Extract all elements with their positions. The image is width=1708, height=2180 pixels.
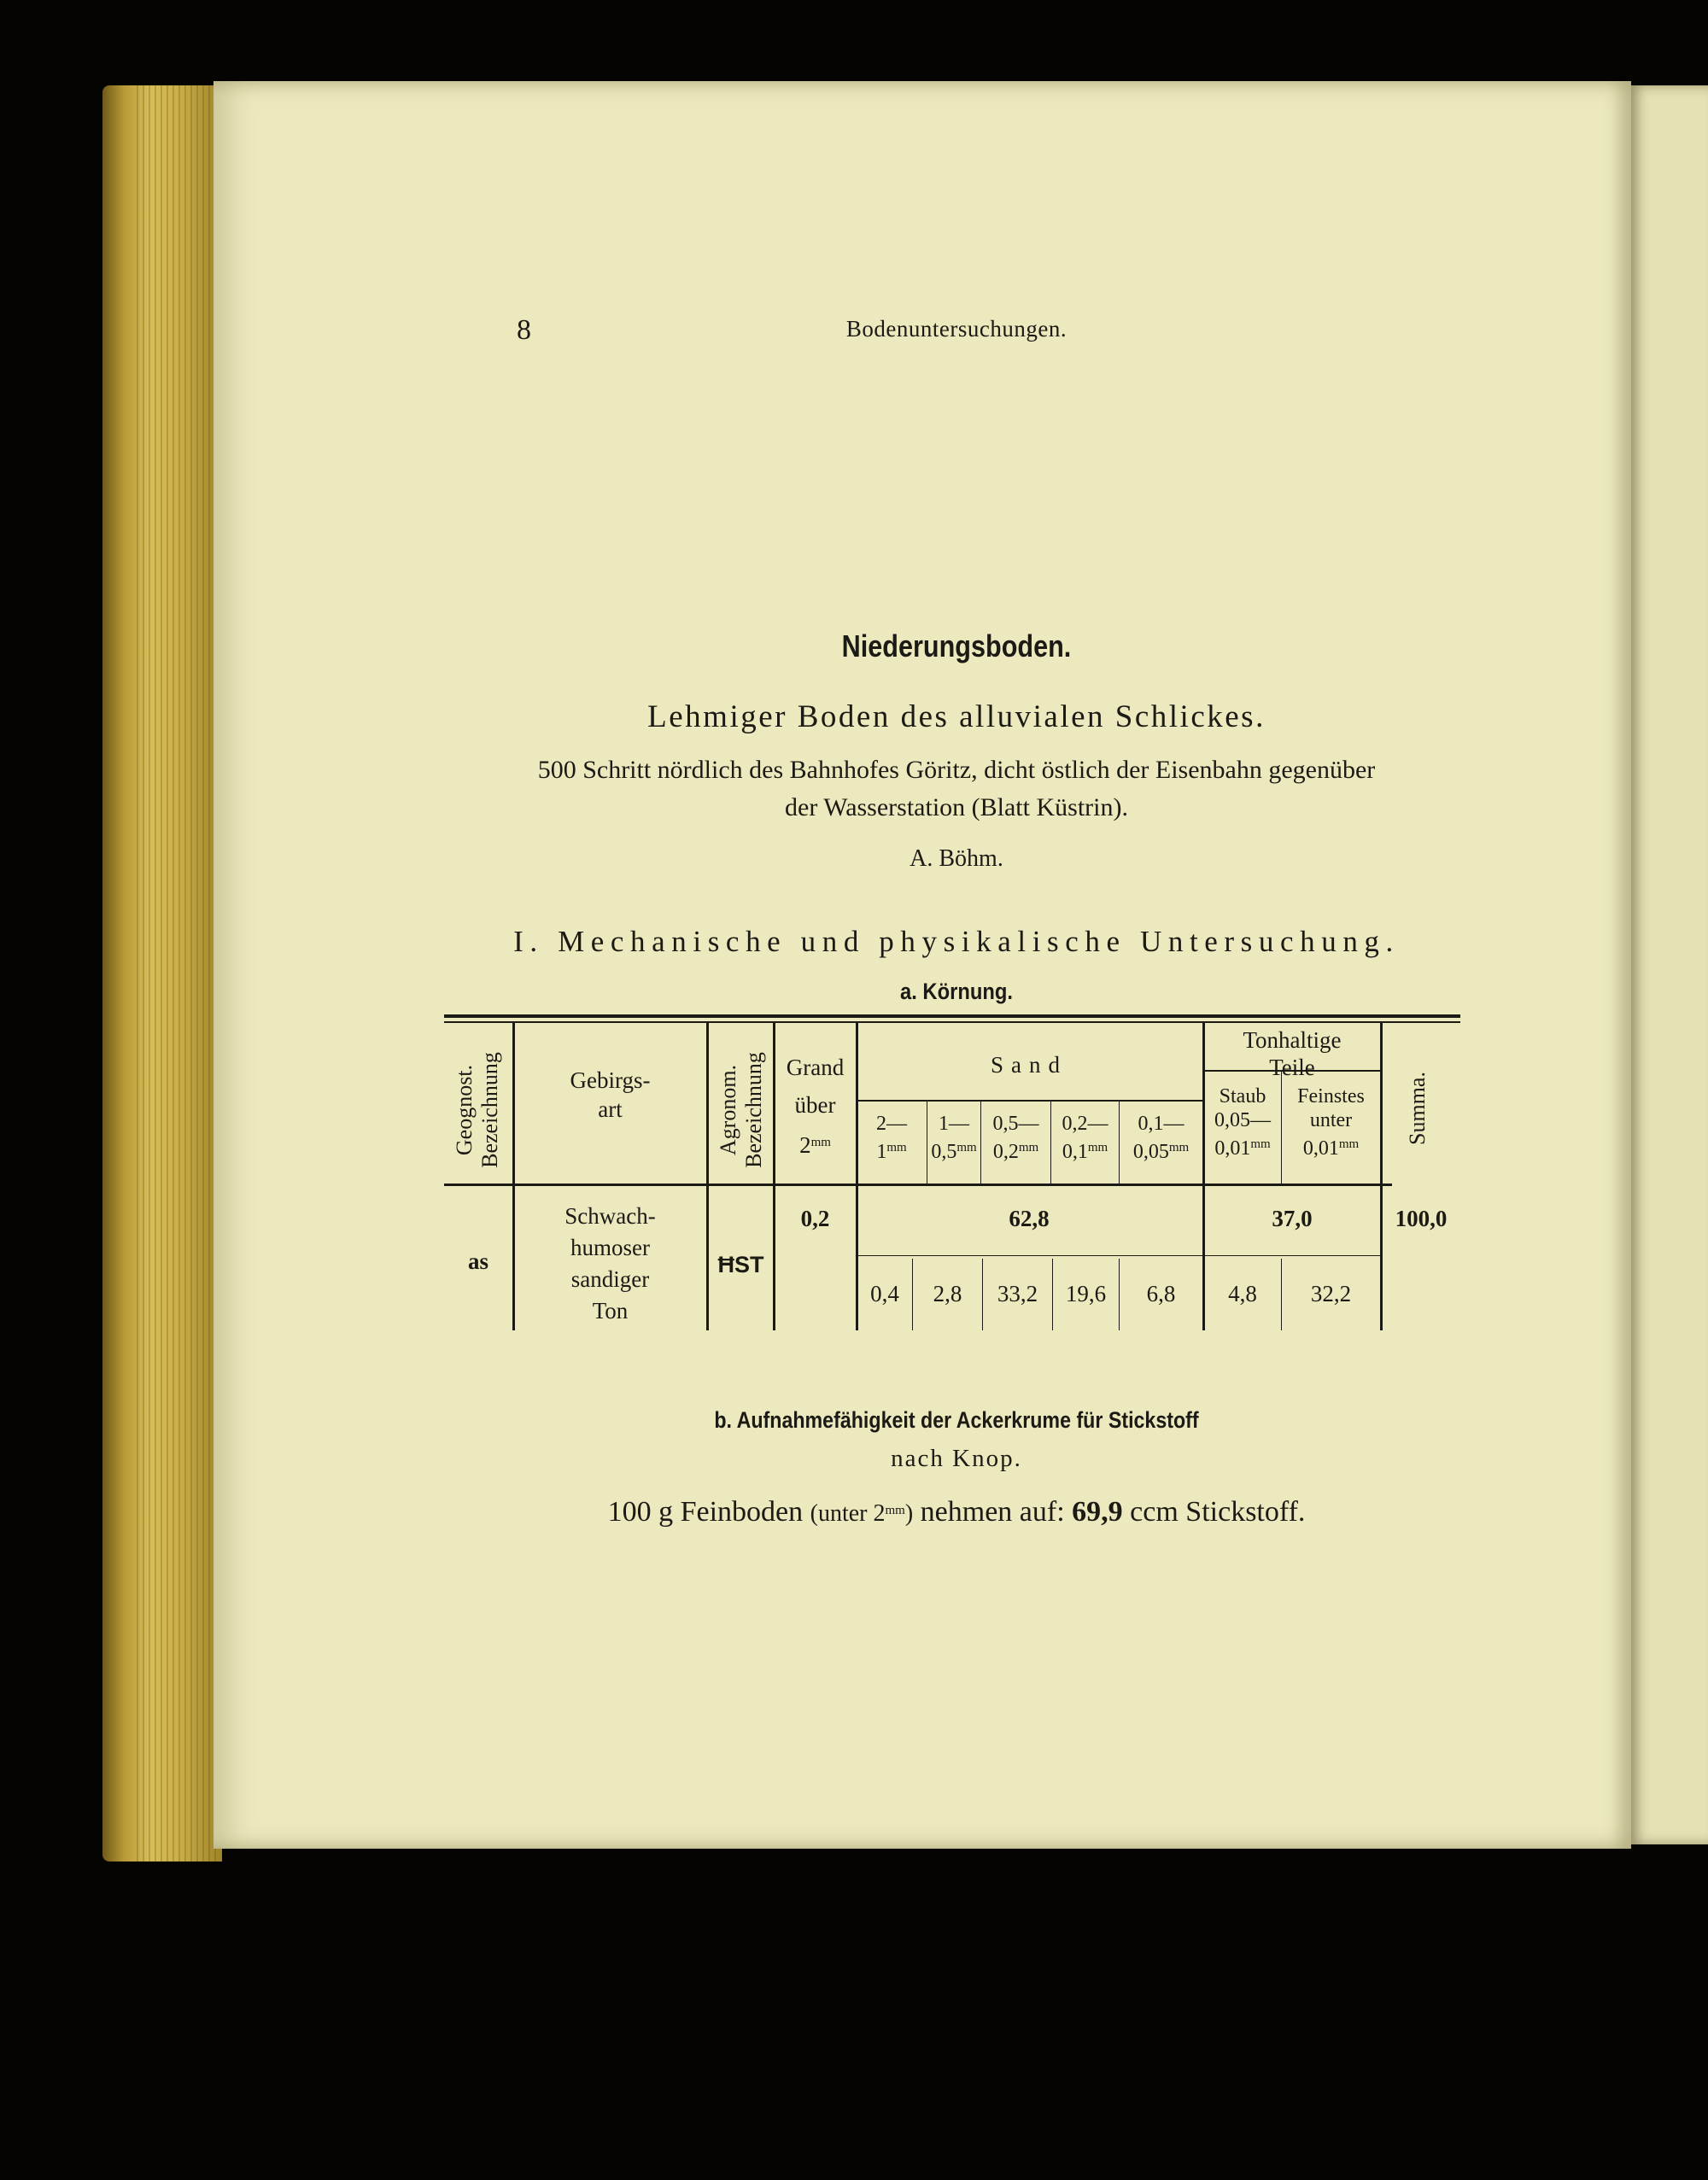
sand-col-header: 2— $1^{mm}$: [876, 1113, 907, 1163]
cell-feinstes: 32,2: [1310, 1281, 1352, 1306]
nitrogen-absorption-heading: b. Aufnahmefähigkeit der Ackerkrume für Stickstoff: [714, 1407, 1199, 1433]
col-divider: [1380, 1023, 1383, 1330]
grain-size-table: [444, 1014, 1460, 1339]
page-number: 8: [517, 314, 531, 346]
cell-ton-total: 37,0: [1272, 1206, 1313, 1231]
cell-sand-value: 6,8: [1146, 1281, 1176, 1306]
cell-summa: 100,0: [1395, 1206, 1448, 1231]
header-agronom: Agronom. Bezeichnung: [716, 1052, 766, 1168]
sand-total-rule: [857, 1255, 1204, 1256]
grain-size-heading: a. Körnung.: [900, 979, 1013, 1004]
section-title: Niederungsboden.: [841, 628, 1072, 663]
cell-sand-value: 0,4: [870, 1281, 899, 1306]
cell-agronom: ĦST: [717, 1252, 764, 1277]
table-top-rule: [444, 1014, 1460, 1018]
book-page-edge-lines: [137, 85, 218, 1861]
running-head: Bodenuntersuchungen.: [845, 316, 1068, 342]
nitrogen-method: nach Knop.: [891, 1445, 1022, 1472]
sand-col-header: 1— $0,5^{mm}$: [931, 1113, 977, 1163]
facing-page-edge: [1627, 85, 1708, 1844]
cell-sand-value: 33,2: [997, 1281, 1038, 1306]
cell-gebirgsart: Schwach- humoser sandiger Ton: [564, 1203, 656, 1324]
location-line-2: der Wasserstation (Blatt Küstrin).: [785, 793, 1128, 821]
book-page: [214, 81, 1631, 1849]
sand-col-header: 0,1— $0,05^{mm}$: [1132, 1113, 1190, 1163]
mechanical-analysis-heading: I. Mechanische und physikalische Untersuchung.: [513, 925, 1400, 958]
header-geognost: Geognost. Bezeichnung: [452, 1052, 502, 1168]
header-grand: Grand über $2^{mm}$: [786, 1055, 845, 1158]
header-gebirgsart: Gebirgs- art: [570, 1067, 651, 1122]
cell-sand-value: 2,8: [933, 1281, 962, 1306]
header-summa: Summa.: [1405, 1072, 1430, 1145]
header-bottom-rule: [444, 1184, 1392, 1186]
ton-total-rule: [1204, 1255, 1380, 1256]
cell-staub: 4,8: [1228, 1281, 1257, 1306]
table-top-rule-thin: [444, 1021, 1460, 1023]
header-feinstes: Feinstes unter $0,01^{mm}$: [1297, 1085, 1365, 1160]
cell-geognost: as: [467, 1248, 488, 1274]
sand-col-header: 0,5— $0,2^{mm}$: [992, 1113, 1039, 1163]
sand-subheader-rule: [857, 1100, 1204, 1102]
soil-subtitle: Lehmiger Boden des alluvialen Schlickes.: [647, 699, 1266, 734]
col-divider: [706, 1023, 709, 1330]
cell-sand-total: 62,8: [1009, 1206, 1050, 1231]
location-description: [444, 751, 1469, 827]
cell-grand: 0,2: [800, 1206, 830, 1231]
author: A. Böhm.: [910, 845, 1003, 872]
header-tonhaltige-teile: Tonhaltige Teile: [1243, 1027, 1342, 1080]
location-line-1: 500 Schritt nördlich des Bahnhofes Göritz, dicht östlich der Eisenbahn gegenüber: [537, 756, 1376, 784]
cell-sand-value: 19,6: [1065, 1281, 1107, 1306]
header-sand: Sand: [991, 1052, 1068, 1078]
sand-col-header: 0,2— $0,1^{mm}$: [1062, 1113, 1108, 1163]
nitrogen-result: 100 g Feinboden (unter $2^{mm}$) nehmen auf: 69,9 ccm Stickstoff.: [607, 1496, 1306, 1528]
header-staub: Staub 0,05— $0,01^{mm}$: [1214, 1085, 1271, 1160]
